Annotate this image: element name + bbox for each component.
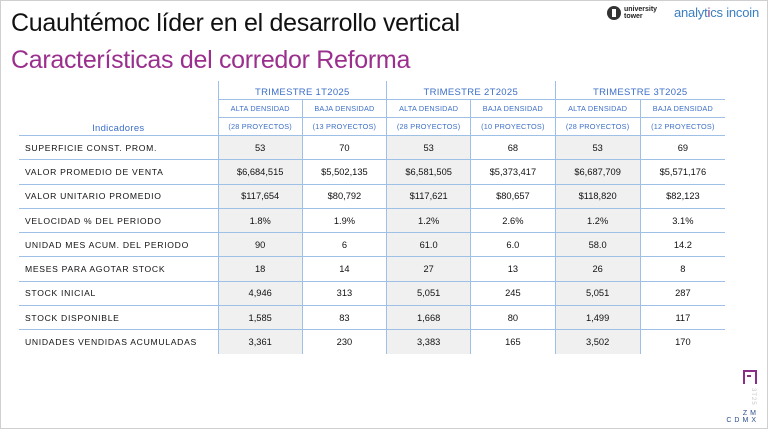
university-tower-text: university tower [623, 5, 658, 20]
quarter-header-2t2025: TRIMESTRE 2T2025 [386, 81, 554, 100]
brand-mark [726, 370, 759, 424]
indicator-label: STOCK DISPONIBLE [19, 306, 218, 330]
table-cell: 3,383 [386, 330, 470, 353]
table-cell: 58.0 [555, 233, 640, 257]
table-cell: 230 [302, 330, 386, 353]
project-count: (28 PROYECTOS) [218, 118, 302, 136]
analytics-incoin-logo [674, 5, 759, 20]
table-cell: 3,361 [218, 330, 302, 353]
table-row [19, 282, 725, 306]
indicator-label: VALOR UNITARIO PROMEDIO [19, 185, 218, 209]
table-cell: $5,571,176 [640, 160, 725, 184]
table-cell: 53 [218, 136, 302, 160]
indicator-label: UNIDADES VENDIDAS ACUMULADAS [25, 337, 197, 348]
project-count: (10 PROYECTOS) [470, 118, 554, 136]
indicator-label: STOCK INICIAL [19, 282, 218, 306]
table-cell: 287 [640, 282, 725, 306]
table-cell: 13 [470, 257, 554, 281]
zm-label: ZM [742, 410, 759, 417]
table-cell: 5,051 [386, 282, 470, 306]
density-header: BAJA DENSIDAD [470, 100, 554, 118]
table-cell: 69 [640, 136, 725, 160]
incoin-brand: incoin [726, 5, 759, 20]
university-tower-logo [607, 6, 664, 20]
header-logos [607, 5, 759, 20]
table-cell: $80,792 [302, 185, 386, 209]
density-header: ALTA DENSIDAD [386, 100, 470, 118]
project-count: (28 PROYECTOS) [555, 118, 640, 136]
incoin-mark-icon [743, 370, 757, 384]
project-count: (12 PROYECTOS) [640, 118, 725, 136]
tower-icon [607, 6, 621, 20]
table-cell: 3.1% [640, 209, 725, 233]
table-cell: 1,585 [218, 306, 302, 330]
table-cell: 61.0 [386, 233, 470, 257]
project-count: (28 PROYECTOS) [386, 118, 470, 136]
project-count: (13 PROYECTOS) [302, 118, 386, 136]
table-cell: 1.2% [386, 209, 470, 233]
table-cell: 80 [470, 306, 554, 330]
table-cell: $6,687,709 [555, 160, 640, 184]
page-title: Cuauhtémoc líder en el desarrollo vertical [11, 9, 460, 37]
table-row [19, 209, 725, 233]
table-cell: 6.0 [470, 233, 554, 257]
table-cell: 14.2 [640, 233, 725, 257]
table-cell: 18 [218, 257, 302, 281]
indicators-header: Indicadores [19, 81, 218, 136]
analytics-prefix: analyt [673, 5, 708, 20]
table-cell: $6,684,515 [218, 160, 302, 184]
table-cell: 14 [302, 257, 386, 281]
quarter-header-1t2025: TRIMESTRE 1T2025 [218, 81, 386, 100]
table-body [19, 136, 725, 354]
table-cell: 27 [386, 257, 470, 281]
table-cell: 4,946 [218, 282, 302, 306]
table-cell: 5,051 [555, 282, 640, 306]
table-cell: 2.6% [470, 209, 554, 233]
table-cell: 83 [302, 306, 386, 330]
analytics-accent: i [707, 5, 711, 20]
table-row [19, 330, 725, 353]
indicator-label: SUPERFICIE CONST. PROM. [19, 136, 218, 160]
table-cell: 90 [218, 233, 302, 257]
density-header: ALTA DENSIDAD [218, 100, 302, 118]
table-cell: 1.8% [218, 209, 302, 233]
table-cell: $5,502,135 [302, 160, 386, 184]
indicator-label: MESES PARA AGOTAR STOCK [19, 257, 218, 281]
table-row [19, 257, 725, 281]
table-cell: $117,654 [218, 185, 302, 209]
table-cell: 117 [640, 306, 725, 330]
table-cell: $5,373,417 [470, 160, 554, 184]
table-cell: $6,581,505 [386, 160, 470, 184]
table-cell: 313 [302, 282, 386, 306]
page-subtitle: Características del corredor Reforma [11, 46, 411, 74]
table-cell: $117,621 [386, 185, 470, 209]
density-header: BAJA DENSIDAD [640, 100, 725, 118]
period-vertical-text: 3T25 [750, 388, 756, 406]
indicator-label: VELOCIDAD % DEL PERIODO [19, 209, 218, 233]
table-cell: 170 [640, 330, 725, 353]
indicators-table-container [19, 81, 725, 354]
table-row [19, 185, 725, 209]
table-cell: 165 [470, 330, 554, 353]
table-cell: 1.2% [555, 209, 640, 233]
analytics-suffix: cs [710, 5, 723, 20]
table-cell: 70 [302, 136, 386, 160]
table-cell: $82,123 [640, 185, 725, 209]
table-cell: $118,820 [555, 185, 640, 209]
table-cell: 1,668 [386, 306, 470, 330]
table-cell: 26 [555, 257, 640, 281]
table-cell: $80,657 [470, 185, 554, 209]
table-cell: 1.9% [302, 209, 386, 233]
indicator-label: VALOR PROMEDIO DE VENTA [19, 160, 218, 184]
table-row [19, 136, 725, 160]
table-cell: 245 [470, 282, 554, 306]
indicator-label: UNIDAD MES ACUM. DEL PERIODO [19, 233, 218, 257]
table-cell: 68 [470, 136, 554, 160]
quarter-header-row [19, 81, 725, 100]
table-cell: 6 [302, 233, 386, 257]
table-cell: 1,499 [555, 306, 640, 330]
table-cell: 3,502 [555, 330, 640, 353]
table-row [19, 233, 725, 257]
density-header: ALTA DENSIDAD [555, 100, 640, 118]
table-row [19, 160, 725, 184]
table-cell: 53 [386, 136, 470, 160]
table-row [19, 306, 725, 330]
cdmx-label: CDMX [726, 417, 759, 424]
density-header: BAJA DENSIDAD [302, 100, 386, 118]
table-cell: 53 [555, 136, 640, 160]
indicators-table [19, 81, 725, 354]
table-cell: 8 [640, 257, 725, 281]
quarter-header-3t2025: TRIMESTRE 3T2025 [555, 81, 726, 100]
